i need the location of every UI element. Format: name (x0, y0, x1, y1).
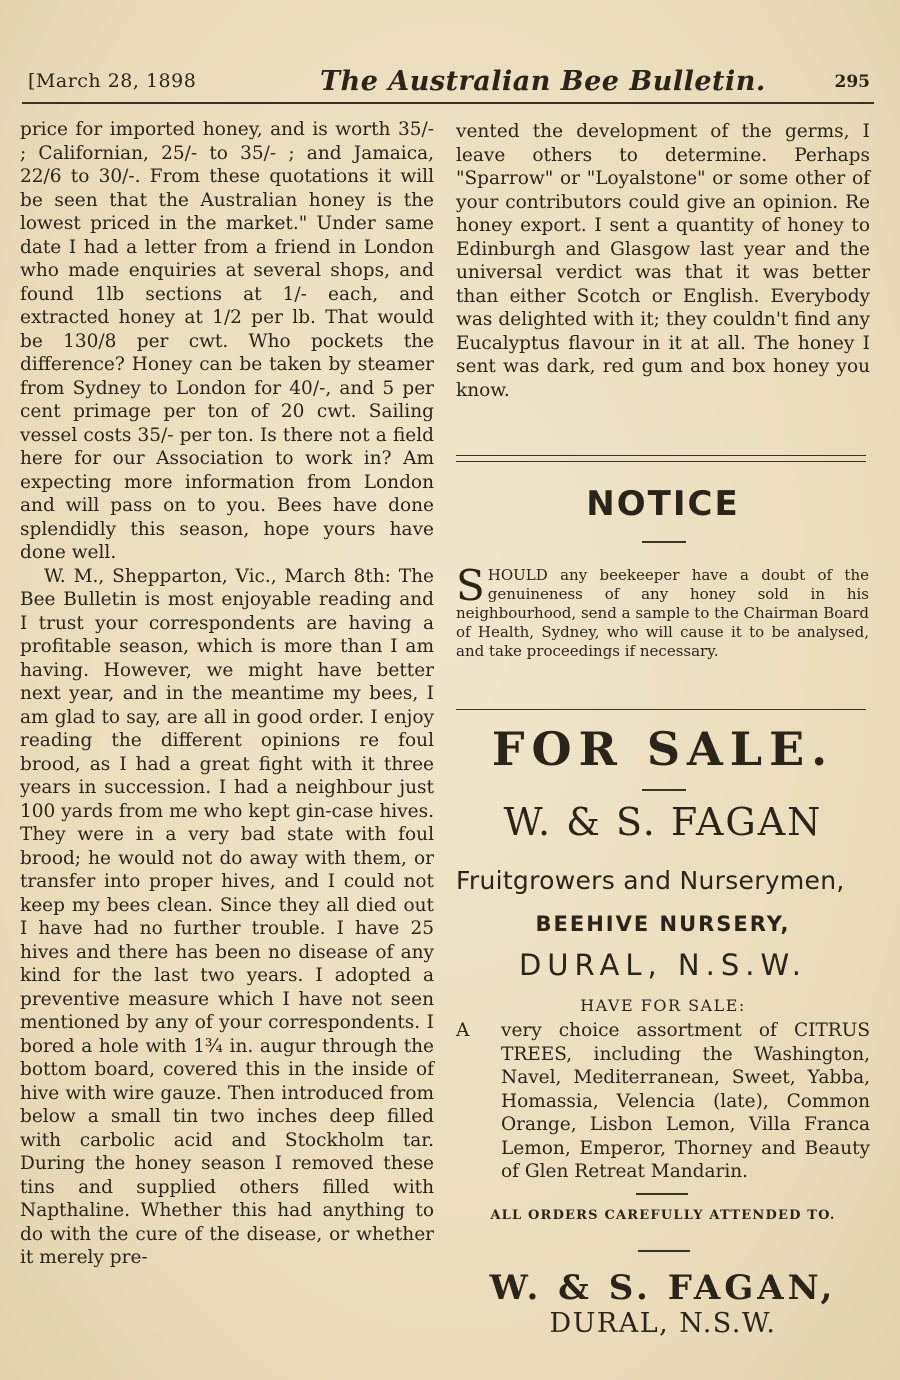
page-header (22, 66, 874, 100)
publication-title: The Australian Bee Bulletin. (320, 66, 766, 97)
article-paragraph: price for imported honey, and is worth 35/- ; Californian, 25/- to 35/- ; and Jamaica, 22/6 to 30/-. From these quotations it will be seen that the Australian honey is the lowest priced in the market." Under same date I had a letter from a friend in London who made enquiries at several shops, and found 1lb sections at 1/- each, and extracted honey at 1/2 per lb. That would be 130/8 per cwt. Who pockets the difference? Honey can be taken by steamer from Sydney to London for 40/-, and 5 per cent primage per ton of 20 cwt. Sailing vessel costs 35/- per ton. Is there not a field here for our Association to work in? Am expecting more information from London and will pass on to you. Bees have done splendidly this season, hope yours have done well. (20, 119, 434, 563)
page-number: 295 (834, 72, 870, 92)
short-rule (642, 789, 686, 791)
header-rule (22, 102, 874, 104)
issue-date: [March 28, 1898 (28, 70, 197, 92)
advert-firm-name: W. & S. FAGAN (503, 800, 823, 844)
advert-citrus-list (456, 1019, 870, 1184)
short-rule (636, 1193, 688, 1195)
short-rule (638, 1250, 690, 1252)
advert-citrus-text: very choice assortment of CITRUS TREES, including the Washington, Navel, Mediterranean, Sweet, Yabba, Homassia, Velencia (late), Common Orange, Lisbon Lemon, Villa Franca Lemon, Emperor, Thorney and Beauty of Glen Retreat Mandarin. (501, 1020, 870, 1182)
divider-rule (456, 461, 866, 462)
advert-firm-footer: W. & S. FAGAN, (489, 1268, 837, 1308)
notice-dropcap: S (456, 561, 485, 610)
divider-rule (456, 455, 866, 456)
notice-body (456, 561, 869, 661)
divider-rule (456, 709, 866, 710)
notice-heading: NOTICE (586, 484, 740, 524)
advert-citrus-lead: A (456, 1020, 470, 1041)
advert-trade: Fruitgrowers and Nurserymen, (456, 866, 845, 895)
short-rule (642, 541, 686, 543)
advert-location-footer: DURAL, N.S.W. (549, 1308, 777, 1339)
advert-location: DURAL, N.S.W. (518, 948, 808, 982)
right-column-continuation (456, 120, 870, 402)
article-paragraph: vented the development of the germs, I leave others to determine. Perhaps "Sparrow" or "Loyalstone" or some other of your contributors could give an opinion. Re honey export. I sent a quantity of honey to Edinburgh and Glasgow last year and the universal verdict was that it was better than either Scotch or English. Everybody was delighted with it; they couldn't find any Eucalyptus flavour in it at all. The honey I sent was dark, red gum and box honey you know. (456, 121, 870, 401)
article-paragraph: W. M., Shepparton, Vic., March 8th: The Bee Bulletin is most enjoyable reading and I trust your correspondents are having a profitable season, which is more than I am having. However, we might have better next year, and in the meantime my bees, I am glad to say, are all in good order. I enjoy reading the different opinions re foul brood, as I had a great fight with it three years in succession. I had a neighbour just 100 yards from me who kept gin-case hives. They were in a very bad state with foul brood; he would not do away with them, or transfer into proper hives, and I could not keep my bees clean. Since they all died out I have had no further trouble. I have 25 hives and there has been no disease of any kind for the last two years. I adopted a preventive measure which I have not seen mentioned by any of your correspondents. I bored a hole with 1¾ in. augur through the bottom board, covered this in the inside of hive with wire gauze. Then introduced from below a small tin two inches deep filled with carbolic acid and Stockholm tar. During the honey season I removed these tins and supplied others filled with Napthaline. Whether this had anything to do with the cure of the disease, or whether it merely pre- (20, 565, 434, 1268)
for-sale-heading: FOR SALE. (491, 722, 835, 776)
advert-orders: ALL ORDERS CAREFULLY ATTENDED TO. (490, 1208, 836, 1223)
advert-nursery: BEEHIVE NURSERY, (535, 912, 791, 936)
advert-have-for-sale: HAVE FOR SALE: (580, 996, 746, 1015)
left-column (20, 118, 434, 1270)
notice-text: HOULD any beekeeper have a doubt of the genuineness of any honey sold in his neighbourhood, send a sample to the Chairman Board of Health, Sydney, who will cause it to be analysed, and take proceedings if necessary. (456, 566, 869, 660)
